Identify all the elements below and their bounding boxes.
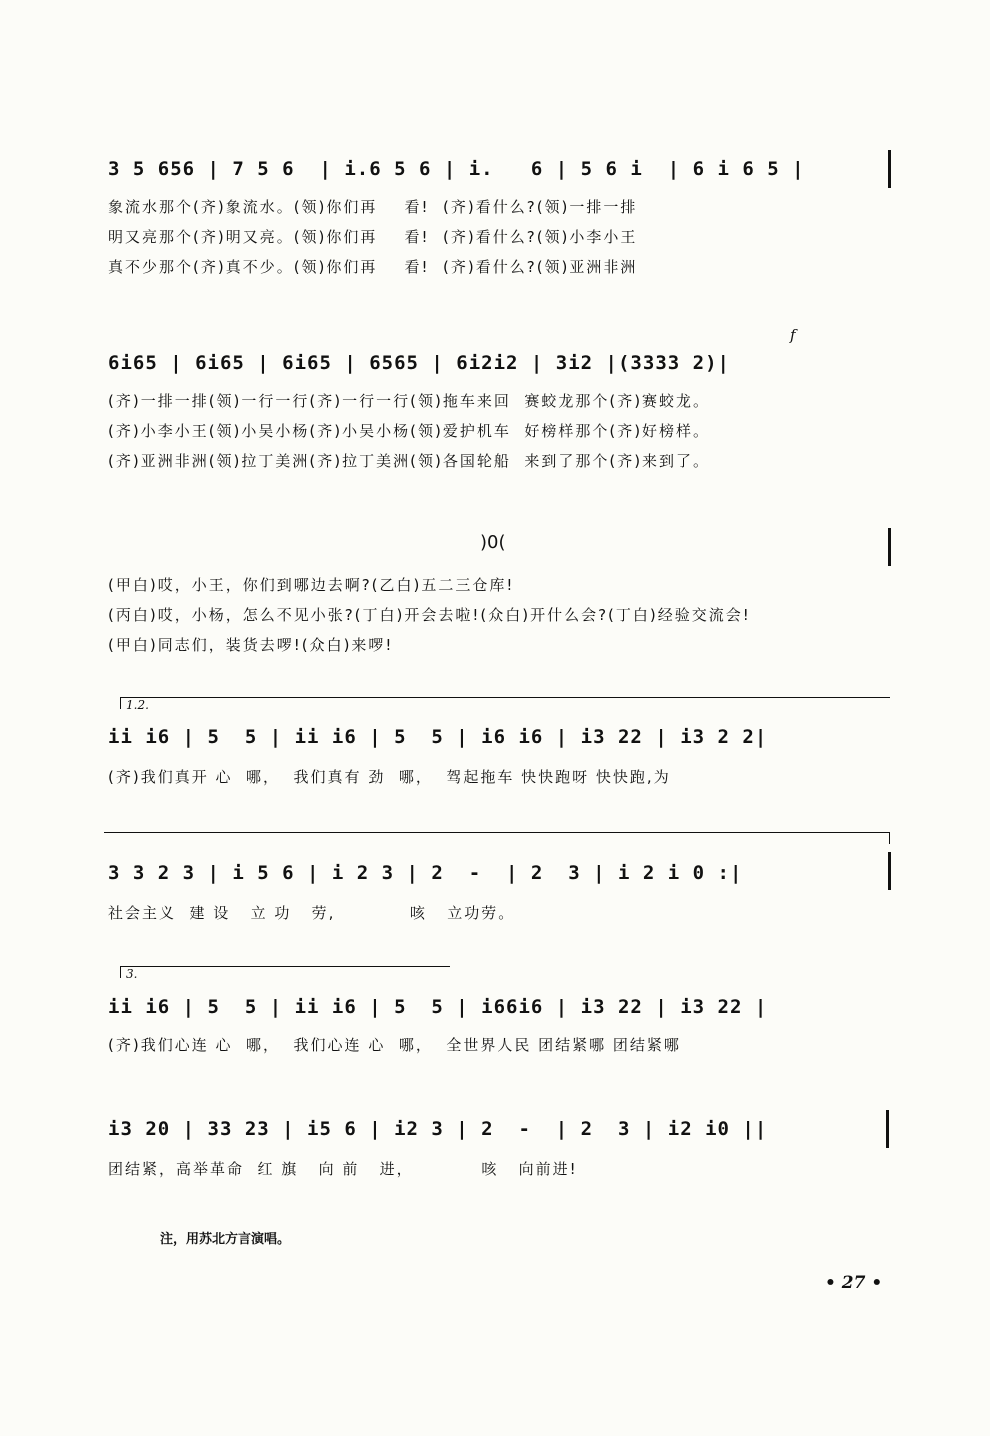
lyric-line: 团结紧，高举革命 红 旗 向 前 进， 咳 向前进! [108,1160,578,1178]
dialogue-line: (甲白)同志们，装货去啰!(众白)来啰! [108,636,394,654]
notation-line: ii i6 | 5 5 | ii i6 | 5 5 | i66i6 | i3 22 | i3 22 | [108,996,768,1018]
final-barline [886,1110,889,1148]
lyric-line: 社会主义 建 设 立 功 劳, 咳 立功劳。 [108,904,516,922]
dynamic-marking: f [790,326,796,344]
volta-bracket-tick [889,832,890,844]
notation-line: 3 5 656 | 7 5 6 | i.6 5 6 | i. 6 | 5 6 i | 6 i 6 5 | [108,158,805,180]
volta-label: 3. [126,967,138,981]
footnote: 注，用苏北方言演唱。 [160,1232,291,1247]
lyric-line: (齐)小李小王(领)小吴小杨(齐)小吴小杨(领)爱护机车 好榜样那个(齐)好榜样。 [108,422,711,440]
interlude-mark: )0( [480,532,506,553]
volta-bracket [120,966,450,967]
volta-bracket-tick [120,697,121,709]
lyric-line: 真不少那个(齐)真不少。(领)你们再 看! (齐)看什么?(领)亚洲非洲 [108,258,638,276]
lyric-line: (齐)亚洲非洲(领)拉丁美洲(齐)拉丁美洲(领)各国轮船 来到了那个(齐)来到了。 [108,452,711,470]
lyric-line: (齐)我们真开 心 哪， 我们真有 劲 哪， 驾起拖车 快快跑呀 快快跑,为 [108,768,671,786]
page-number: • 27 • [825,1273,883,1293]
lyric-line: (齐)我们心连 心 哪， 我们心连 心 哪， 全世界人民 团结紧哪 团结紧哪 [108,1036,681,1054]
lyric-line: 象流水那个(齐)象流水。(领)你们再 看! (齐)看什么?(领)一排一排 [108,198,638,216]
volta-label: 1.2. [126,698,149,712]
barline [888,150,891,188]
repeat-barline [888,852,891,890]
dialogue-line: (甲白)哎，小王，你们到哪边去啊?(乙白)五二三仓库! [108,576,515,594]
volta-bracket-continuation [104,832,890,833]
notation-line: 6i65 | 6i65 | 6i65 | 6565 | 6i2i2 | 3i2 |(3333 2)| [108,352,730,374]
lyric-line: (齐)一排一排(领)一行一行(齐)一行一行(领)拖车来回 赛蛟龙那个(齐)赛蛟龙。 [108,392,711,410]
volta-bracket-tick [120,966,121,978]
notation-line: ii i6 | 5 5 | ii i6 | 5 5 | i6 i6 | i3 22 | i3 2 2| [108,726,768,748]
volta-bracket [120,697,890,698]
lyric-line: 明又亮那个(齐)明又亮。(领)你们再 看! (齐)看什么?(领)小李小王 [108,228,638,246]
notation-line: i3 20 | 33 23 | i5 6 | i2 3 | 2 - | 2 3 | i2 i0 || [108,1118,768,1140]
barline [888,528,891,566]
notation-line: 3 3 2 3 | i 5 6 | i 2 3 | 2 - | 2 3 | i 2 i 0 :| [108,862,743,884]
dialogue-line: (丙白)哎，小杨，怎么不见小张?(丁白)开会去啦!(众白)开什么会?(丁白)经验交流会! [108,606,751,624]
